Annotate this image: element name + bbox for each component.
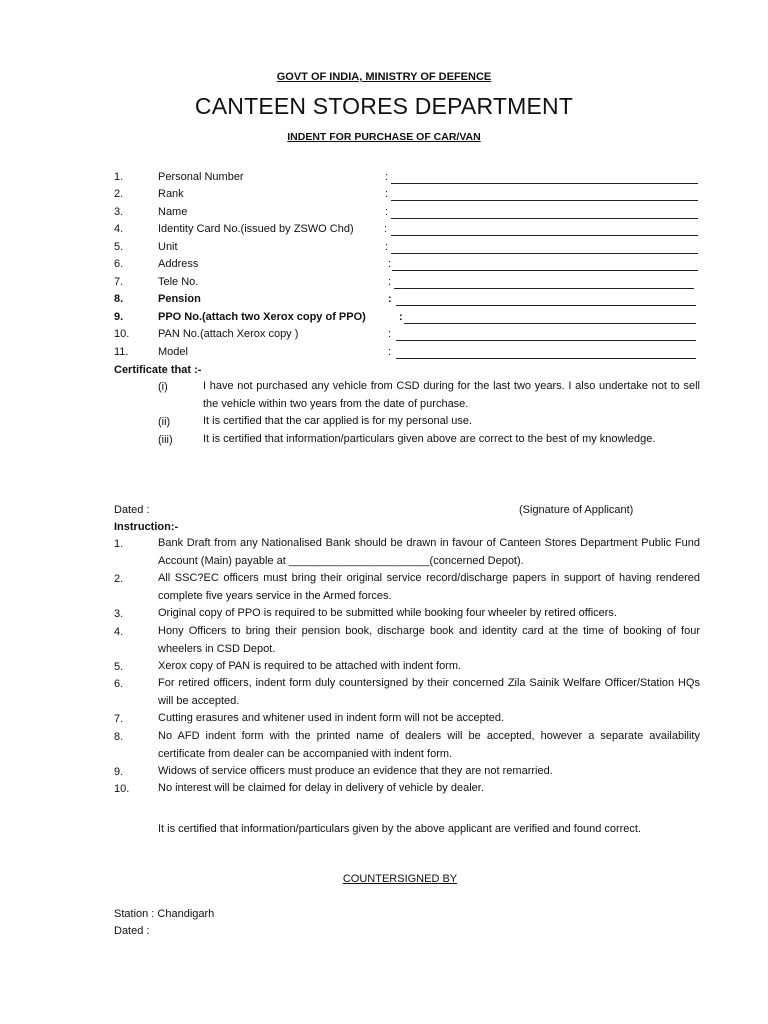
tele-no-blank[interactable] <box>394 277 694 289</box>
instruction-number: 6. <box>114 678 124 690</box>
field-colon: : <box>385 206 389 218</box>
field-label: PPO No.(attach two Xerox copy of PPO) <box>158 311 366 323</box>
footer-dated-label: Dated : <box>114 925 150 937</box>
station-label: Station : Chandigarh <box>114 908 215 920</box>
certificate-heading: Certificate that :- <box>114 364 202 376</box>
field-number: 9. <box>114 311 124 323</box>
field-number: 6. <box>114 258 124 270</box>
certificate-item-number: (i) <box>158 381 168 393</box>
instruction-number: 2. <box>114 573 124 585</box>
field-number: 7. <box>114 276 124 288</box>
field-colon: : <box>388 293 392 305</box>
instruction-text: Original copy of PPO is required to be submitted while booking four wheeler by retired officers. <box>158 607 617 619</box>
instruction-text: No interest will be claimed for delay in delivery of vehicle by dealer. <box>158 782 484 794</box>
field-colon: : <box>384 223 388 235</box>
instruction-text: Cutting erasures and whitener used in indent form will not be accepted. <box>158 712 505 724</box>
pan-no-blank[interactable] <box>396 329 696 341</box>
field-label: Name <box>158 206 188 218</box>
field-colon: : <box>388 346 392 358</box>
instruction-number: 4. <box>114 626 124 638</box>
rank-blank[interactable] <box>391 189 698 201</box>
instruction-text: Xerox copy of PAN is required to be attached with indent form. <box>158 660 462 672</box>
instruction-number: 10. <box>114 783 130 795</box>
field-number: 11. <box>114 346 129 358</box>
field-number: 3. <box>114 206 124 218</box>
field-label: Identity Card No.(issued by ZSWO Chd) <box>158 223 354 235</box>
field-colon: : <box>385 171 389 183</box>
dated-label: Dated : <box>114 504 150 516</box>
instruction-text: Widows of service officers must produce an evidence that they are not remarried. <box>158 765 553 777</box>
model-blank[interactable] <box>396 347 696 359</box>
field-colon: : <box>388 258 392 270</box>
pension-blank[interactable] <box>396 294 696 306</box>
certificate-item-number: (iii) <box>158 434 173 446</box>
field-pan-no <box>0 329 768 343</box>
certificate-item-text: It is certified that the car applied is for my personal use. <box>203 415 473 427</box>
field-rank <box>0 189 768 203</box>
field-tele-no <box>0 277 768 291</box>
field-number: 5. <box>114 241 124 253</box>
field-label: Model <box>158 346 188 358</box>
personal-number-blank[interactable] <box>391 172 698 184</box>
instruction-text: Hony Officers to bring their pension book, discharge book and identity card at the time of booking of four wheelers in CSD Depot. <box>158 625 700 655</box>
certificate-item-text: It is certified that information/particulars given above are correct to the best of my knowledge. <box>203 433 656 445</box>
countersigned-by-heading: COUNTERSIGNED BY <box>342 873 458 885</box>
address-blank[interactable] <box>392 259 698 271</box>
name-blank[interactable] <box>391 207 698 219</box>
field-colon: : <box>385 241 389 253</box>
instruction-number: 5. <box>114 661 124 673</box>
instruction-text: No AFD indent form with the printed name of dealers will be accepted, however a separate availability certificate from dealer can be accompanied with indent form. <box>158 730 700 760</box>
field-name <box>0 207 768 221</box>
instruction-number: 1. <box>114 538 124 550</box>
field-pension <box>0 294 768 308</box>
certificate-item-text: I have not purchased any vehicle from CSD during for the last two years. I also undertake not to sell the vehicle within two years from the date of purchase. <box>203 380 700 410</box>
field-label: Personal Number <box>158 171 244 183</box>
instruction-text: For retired officers, indent form duly countersigned by their concerned Zila Sainik Welfare Officer/Station HQs will be accepted. <box>158 677 700 707</box>
page-title: CANTEEN STORES DEPARTMENT <box>194 93 574 119</box>
field-number: 2. <box>114 188 124 200</box>
field-number: 8. <box>114 293 124 305</box>
field-model <box>0 347 768 361</box>
instructions-heading: Instruction:- <box>114 521 179 533</box>
field-number: 4. <box>114 223 124 235</box>
field-number: 1. <box>114 171 124 183</box>
signature-of-applicant: (Signature of Applicant) <box>519 504 634 516</box>
field-colon: : <box>388 328 392 340</box>
field-colon: : <box>385 188 389 200</box>
field-unit <box>0 242 768 256</box>
field-ppo-no <box>0 312 768 326</box>
instruction-number: 9. <box>114 766 124 778</box>
field-label: Rank <box>158 188 184 200</box>
verification-statement: It is certified that information/particulars given by the above applicant are verified and found correct. <box>158 823 642 835</box>
certificate-item-number: (ii) <box>158 416 171 428</box>
instruction-number: 7. <box>114 713 124 725</box>
field-label: Unit <box>158 241 178 253</box>
identity-card-blank[interactable] <box>391 224 698 236</box>
ministry-heading: GOVT OF INDIA, MINISTRY OF DEFENCE <box>276 71 492 83</box>
instruction-number: 8. <box>114 731 124 743</box>
field-personal-number <box>0 172 768 186</box>
field-address <box>0 259 768 273</box>
field-identity-card <box>0 224 768 238</box>
field-label: PAN No.(attach Xerox copy ) <box>158 328 299 340</box>
field-colon: : <box>388 276 392 288</box>
unit-blank[interactable] <box>391 242 698 254</box>
field-colon: : <box>399 311 403 323</box>
field-label: Address <box>158 258 199 270</box>
field-label: Tele No. <box>158 276 199 288</box>
field-label: Pension <box>158 293 201 305</box>
form-subtitle: INDENT FOR PURCHASE OF CAR/VAN <box>287 131 481 143</box>
instruction-text: Bank Draft from any Nationalised Bank should be drawn in favour of Canteen Stores Department Public Fund Account (Main) payable at _______________________(concerned Depot). <box>158 537 700 567</box>
field-number: 10. <box>114 328 130 340</box>
instruction-number: 3. <box>114 608 124 620</box>
instruction-text: All SSC?EC officers must bring their original service record/discharge papers in support of having rendered complete five years service in the Armed forces. <box>158 572 700 602</box>
ppo-no-blank[interactable] <box>404 312 696 324</box>
